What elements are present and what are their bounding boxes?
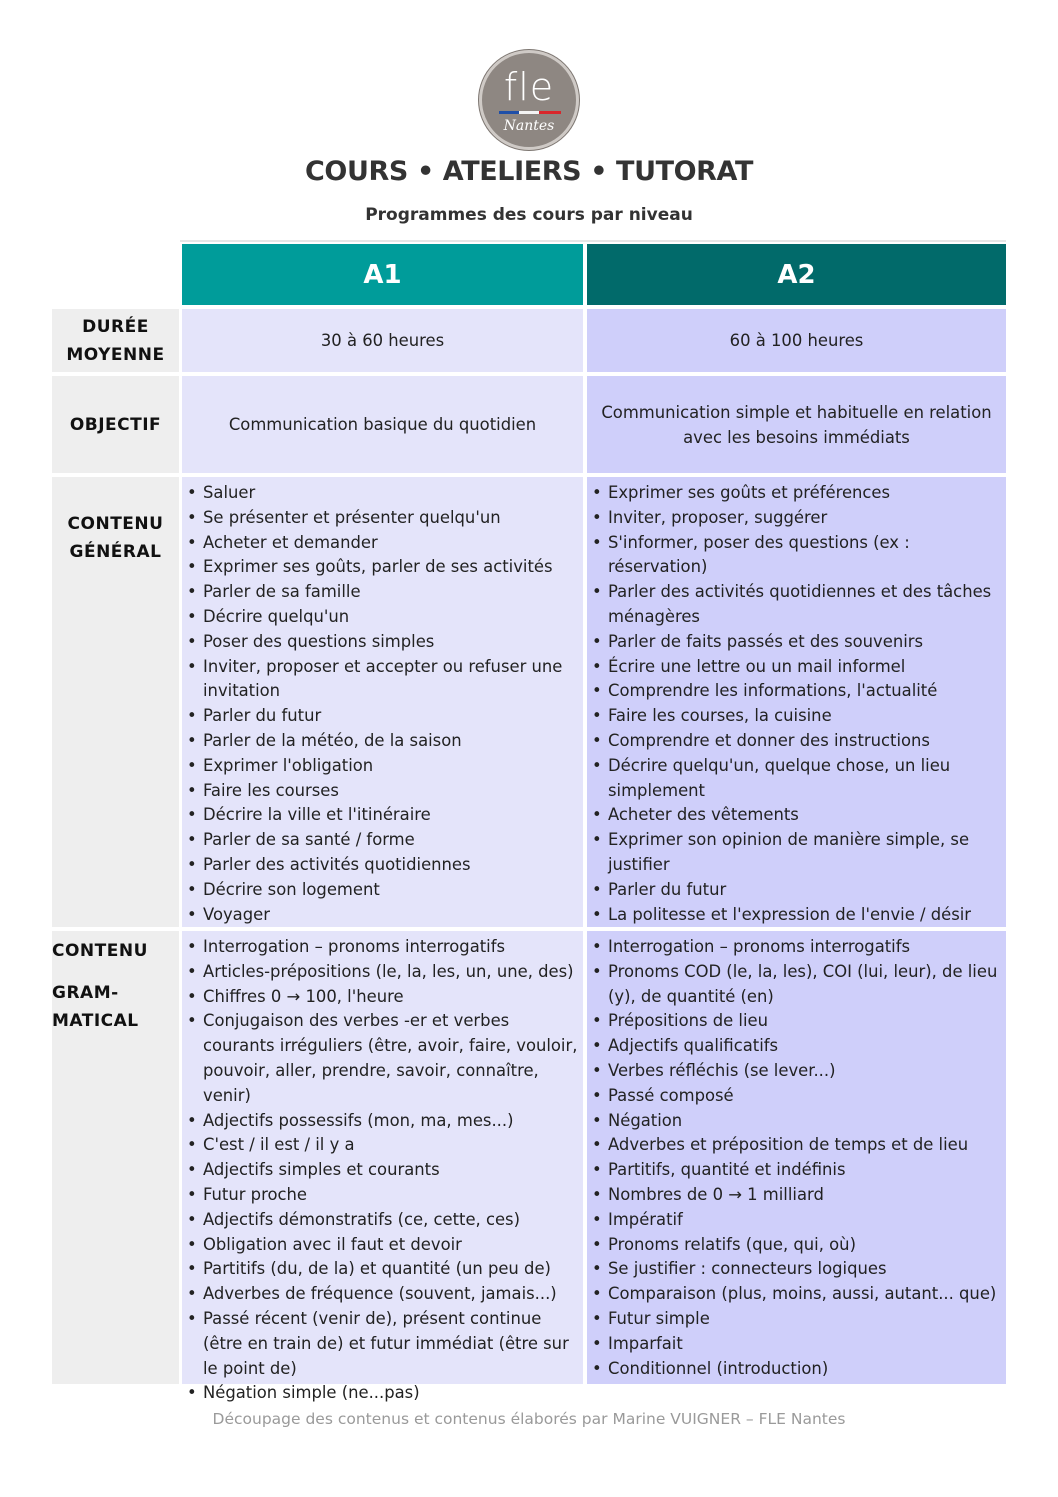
list-item: • Écrire une lettre ou un mail informel (592, 655, 1006, 680)
list-item: • Nombres de 0 → 1 milliard (592, 1183, 1004, 1208)
list-item: • S'informer, poser des questions (ex : réservation) (592, 531, 1006, 581)
list-item: • Adverbes de fréquence (souvent, jamais...) (187, 1282, 581, 1307)
list-item: • Interrogation – pronoms interrogatifs (187, 935, 581, 960)
list-item: • Parler du futur (187, 704, 579, 729)
list-item: • Négation (592, 1109, 1004, 1134)
list-item: • Faire les courses (187, 779, 579, 804)
list-item: • La politesse et l'expression de l'envie / désir (592, 903, 1006, 928)
logo-flag-red (539, 111, 561, 114)
list-item: • Négation simple (ne...pas) (187, 1381, 581, 1406)
list-item: • Comprendre les informations, l'actualité (592, 679, 1006, 704)
grammatical-a2-list (592, 935, 1004, 1381)
list-item: • Comprendre et donner des instructions (592, 729, 1006, 754)
objectif-a2: Communication simple et habituelle en relation avec les besoins immédiats (601, 402, 992, 447)
list-item: • Articles-prépositions (le, la, les, un, une, des) (187, 960, 581, 985)
row-label-grammatical (52, 931, 179, 1384)
list-item: • Acheter des vêtements (592, 803, 1006, 828)
general-a1-list (187, 481, 579, 927)
row-label-objectif (52, 376, 179, 473)
objectif-a2-cell (587, 376, 1006, 473)
list-item: • Saluer (187, 481, 579, 506)
list-item: • Parler de la météo, de la saison (187, 729, 579, 754)
list-item: • Voyager (187, 903, 579, 928)
list-item: • Passé récent (venir de), présent continue (être en train de) et futur immédiat (être sur le point de) (187, 1307, 581, 1381)
list-item: • Verbes réfléchis (se lever...) (592, 1059, 1004, 1084)
page-subtitle: Programmes des cours par niveau (365, 205, 693, 225)
list-item: • Parler de sa santé / forme (187, 828, 579, 853)
general-a1-cell (182, 477, 583, 927)
header-a1: A1 (182, 244, 583, 305)
list-item: • Adverbes et préposition de temps et de lieu (592, 1133, 1004, 1158)
row-label-grammatical-line1: CONTENU (52, 941, 148, 961)
list-item: • Conjugaison des verbes -er et verbes courants irréguliers (être, avoir, faire, vouloir, pouvoir, aller, prendre, savoir, connaître, venir) (187, 1009, 581, 1108)
list-item: • Décrire son logement (187, 878, 579, 903)
list-item: • Adjectifs qualificatifs (592, 1034, 1004, 1059)
list-item: • Conditionnel (introduction) (592, 1357, 1004, 1382)
row-label-duree (52, 309, 179, 372)
list-item: • Futur simple (592, 1307, 1004, 1332)
list-item: • Futur proche (187, 1183, 581, 1208)
list-item: • Décrire la ville et l'itinéraire (187, 803, 579, 828)
page-title: COURS • ATELIERS • TUTORAT (305, 156, 753, 187)
general-a2-cell (587, 477, 1006, 927)
duree-a2: 60 à 100 heures (729, 331, 864, 350)
footer-credit: Découpage des contenus et contenus élaborés par Marine VUIGNER – FLE Nantes (212, 1410, 846, 1428)
row-label-objectif-text: OBJECTIF (69, 414, 162, 435)
table-top-line (180, 240, 1006, 242)
list-item: • Chiffres 0 → 100, l'heure (187, 985, 581, 1010)
list-item: • Comparaison (plus, moins, aussi, autant... que) (592, 1282, 1004, 1307)
general-a2-list (592, 481, 1006, 927)
list-item: • Impératif (592, 1208, 1004, 1233)
logo-flag-blue (499, 111, 521, 114)
list-item: • Adjectifs démonstratifs (ce, cette, ces) (187, 1208, 581, 1233)
logo-subtext: Nantes (503, 118, 555, 134)
duree-a1-cell (182, 309, 583, 372)
duree-a1: 30 à 60 heures (320, 331, 445, 350)
list-item: • Parler du futur (592, 878, 1006, 903)
list-item: • Parler des activités quotidiennes (187, 853, 579, 878)
list-item: • Parler des activités quotidiennes et des tâches ménagères (592, 580, 1006, 630)
list-item: • Pronoms COD (le, la, les), COI (lui, leur), de lieu (y), de quantité (en) (592, 960, 1004, 1010)
fle-nantes-logo (479, 50, 579, 150)
list-item: • Se justifier : connecteurs logiques (592, 1257, 1004, 1282)
list-item: • Inviter, proposer et accepter ou refuser une invitation (187, 655, 579, 705)
list-item: • Obligation avec il faut et devoir (187, 1233, 581, 1258)
objectif-a1-cell (182, 376, 583, 473)
list-item: • Exprimer l'obligation (187, 754, 579, 779)
grammatical-a2-cell (587, 931, 1006, 1384)
list-item: • Partitifs (du, de la) et quantité (un peu de) (187, 1257, 581, 1282)
list-item: • Exprimer ses goûts, parler de ses activités (187, 555, 579, 580)
list-item: • Décrire quelqu'un, quelque chose, un lieu simplement (592, 754, 1006, 804)
row-label-duree-text: DURÉE MOYENNE (66, 316, 165, 365)
list-item: • Parler de faits passés et des souvenirs (592, 630, 1006, 655)
logo-text: fle (503, 65, 555, 109)
row-label-general-text: CONTENU GÉNÉRAL (67, 514, 164, 562)
list-item: • Imparfait (592, 1332, 1004, 1357)
list-item: • Se présenter et présenter quelqu'un (187, 506, 579, 531)
grammatical-a1-list (187, 935, 581, 1406)
list-item: • Pronoms relatifs (que, qui, où) (592, 1233, 1004, 1258)
list-item: • Acheter et demander (187, 531, 579, 556)
list-item: • Adjectifs simples et courants (187, 1158, 581, 1183)
list-item: • C'est / il est / il y a (187, 1133, 581, 1158)
list-item: • Adjectifs possessifs (mon, ma, mes...) (187, 1109, 581, 1134)
row-label-grammatical-line2: GRAM- (52, 983, 119, 1003)
duree-a2-cell (587, 309, 1006, 372)
list-item: • Exprimer son opinion de manière simple, se justifier (592, 828, 1006, 878)
list-item: • Parler de sa famille (187, 580, 579, 605)
list-item: • Partitifs, quantité et indéfinis (592, 1158, 1004, 1183)
list-item: • Exprimer ses goûts et préférences (592, 481, 1006, 506)
grammatical-a1-cell (182, 931, 583, 1403)
row-label-general (52, 477, 179, 927)
logo-flag-white (519, 111, 541, 114)
list-item: • Faire les courses, la cuisine (592, 704, 1006, 729)
list-item: • Inviter, proposer, suggérer (592, 506, 1006, 531)
list-item: • Passé composé (592, 1084, 1004, 1109)
list-item: • Prépositions de lieu (592, 1009, 1004, 1034)
objectif-a1: Communication basique du quotidien (228, 415, 537, 434)
list-item: • Interrogation – pronoms interrogatifs (592, 935, 1004, 960)
row-label-grammatical-line3: MATICAL (52, 1011, 139, 1031)
header-a2: A2 (587, 244, 1006, 305)
list-item: • Décrire quelqu'un (187, 605, 579, 630)
list-item: • Poser des questions simples (187, 630, 579, 655)
